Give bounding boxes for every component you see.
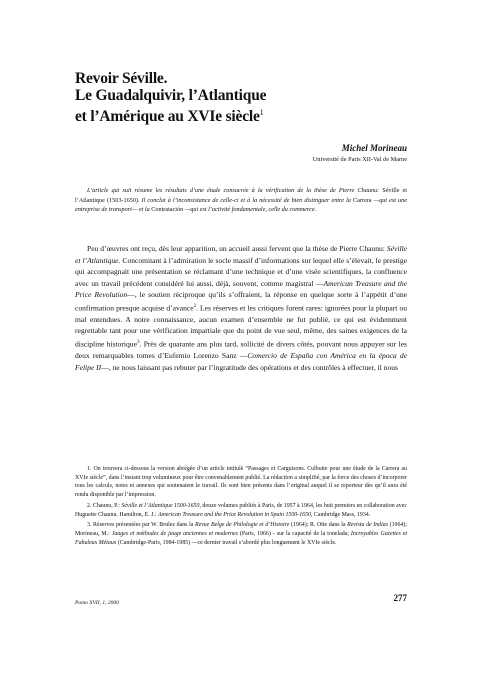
footnote-3-title-3: Jauges et méthodes de jauge anciennes et modernes bbox=[111, 530, 238, 537]
abstract-work-title: Séville et l’Atlantique (1503-1650). bbox=[75, 187, 407, 204]
body-seg-6: —, ne nous laissant pas rebuter par l’ingratitude des opérations et des contrôles à effectuer, il nous bbox=[101, 362, 398, 372]
title-line-3 bbox=[75, 104, 375, 125]
author-name: Michel Morineau bbox=[341, 143, 407, 153]
abstract-text-2: Il conclut à l’inconsistance de celle-ci et à la nécessité de bien distinguer entre la bbox=[139, 196, 353, 204]
title-footnote-mark[interactable]: 1 bbox=[259, 108, 264, 117]
body-seg-2: Concomitant à l’admiration le socle massif d’informations sur lequel elle s’élevait, le prestige qui accompagnait une présentation se réclamant d’une technique et d’une visée scientifiques, la confluence avec un travail précédent considéré lui aussi, déjà, souvent, comme magistral — bbox=[75, 255, 407, 288]
footnote-ref-3[interactable]: 3 bbox=[136, 339, 140, 345]
title-line-2: Le Guadalquivir, l’Atlantique bbox=[75, 87, 267, 104]
footnote-2-text-a: 2. Chaunu, P.: bbox=[87, 502, 122, 509]
body-seg-5: . Près de quarante ans plus tard, sollicité de divers côtés, pouvant nous appuyer sur les deux remarquables tomes d’Eufemio Lorenzo Sanz — bbox=[75, 339, 407, 360]
abstract-term-contratacion: Contratación bbox=[151, 206, 184, 214]
abstract-text-4: —qui est l’activité fondamentale, celle du commerce. bbox=[183, 206, 317, 214]
footnote-2-text-c: Cambridge Mass, 1934. bbox=[312, 511, 371, 518]
body-seg-3: —, le soutien réciproque qu’ils s’offraient, la réponse en quelque sorte à l’appétit d’une confirmation presque acquise d’avance bbox=[75, 290, 407, 313]
footnote-ref-2[interactable]: 2 bbox=[193, 303, 197, 309]
abstract bbox=[75, 186, 407, 215]
body-seg-4: . Les réserves et les critiques furent rares: ignorées pour la plupart ou mal entendues. A notre connaissance, aucun examen d’ensemble ne fut publié, ce qui est évidemment regrettable tant pour une vérification impartiale que du point de vue seul, même, des saines exigences de la discipline historique bbox=[75, 303, 407, 349]
footnote-3-text-a: 3. Réserves présentées par W. Brulez dans la bbox=[87, 522, 195, 529]
footnote-3 bbox=[75, 521, 407, 547]
journal-footer: Pomo XVII, 1, 2000 bbox=[75, 600, 119, 606]
body-text bbox=[75, 243, 407, 373]
body-italic-1: Séville et l’Atlantique. bbox=[75, 244, 407, 265]
author-affiliation: Université de Paris XII-Val de Marne bbox=[312, 156, 407, 163]
footnote-3-text-d: (Paris, 1966) - sur la capacité de la tonelada; bbox=[237, 530, 351, 537]
title-line-1: Revoir Séville. bbox=[75, 70, 168, 87]
footnote-3-text-b: (1964); R. Otte dans la bbox=[289, 522, 348, 529]
body-seg-1: Peu d’œuvres ont reçu, dès leur apparition, un accueil aussi fervent que la thèse de Pierre Chaunu: bbox=[87, 244, 387, 253]
footnotes bbox=[75, 465, 407, 549]
page-number: 277 bbox=[393, 593, 407, 603]
footnote-2-text-b: douze volumes publiés à Paris, de 1957 à 1964, les huit premiers en collaboration avec Huguette Chaunu. Hamilton, E. J.: bbox=[75, 502, 407, 518]
footnote-2 bbox=[75, 502, 407, 519]
footnote-3-title-1: Revue Belge de Philologie et d’Histoire bbox=[194, 522, 290, 529]
abstract-term-carrera: Carrera bbox=[352, 196, 372, 204]
body-italic-2: American Treasure and the Price Revolution bbox=[75, 278, 407, 300]
body-paragraph bbox=[75, 243, 407, 373]
footnote-3-text-c: (1964); Morineau, M.: bbox=[75, 522, 407, 537]
body-italic-3: Comercio de España con América en la época de Felipe II bbox=[75, 350, 407, 372]
article-title bbox=[75, 70, 375, 125]
footnote-2-title-1: Séville et l’Atlantique 1500-1650, bbox=[121, 502, 201, 509]
abstract-text-3: —qui est une entreprise de transport— et la bbox=[75, 196, 407, 214]
footnote-2-title-2: American Treasure and the Price Revolution in Spain 1500-1650, bbox=[157, 511, 313, 518]
footnote-3-text-e: (Cambridge-Paris, 1984-1985) —ce dernier travail s’abordé plus longuement le XVIe siècle. bbox=[116, 539, 337, 546]
footnote-1: 1. On trouvera ci-dessous la version abrégée d’un article intitulé “Passages et Carguisons. Culbutte pour une étude de la Carrera au XVIe siècle”, dans l’instant trop volumineux pour être convenablement publié. La rédaction a simplifié, par la force des choses d’incorporer tous les calculs, notes et annexes qui soutenaient le travail. Ils sont bien présents dans l’original auquel il se reporteur dès qu’il aura été rendu disponible par l’impression. bbox=[75, 466, 407, 499]
abstract-text-1: L’article qui suit résume les résultats d’une étude consacrée à la vérification de la thèse de Pierre Chaunu: bbox=[87, 187, 383, 194]
title-line-3-text: et l’Amérique au XVIe siècle bbox=[75, 108, 260, 126]
footnote-3-title-4: Incroyables Gazettes et Fabuleux Métaux bbox=[75, 530, 408, 546]
footnote-3-title-2: Revista de Indias bbox=[347, 522, 388, 529]
